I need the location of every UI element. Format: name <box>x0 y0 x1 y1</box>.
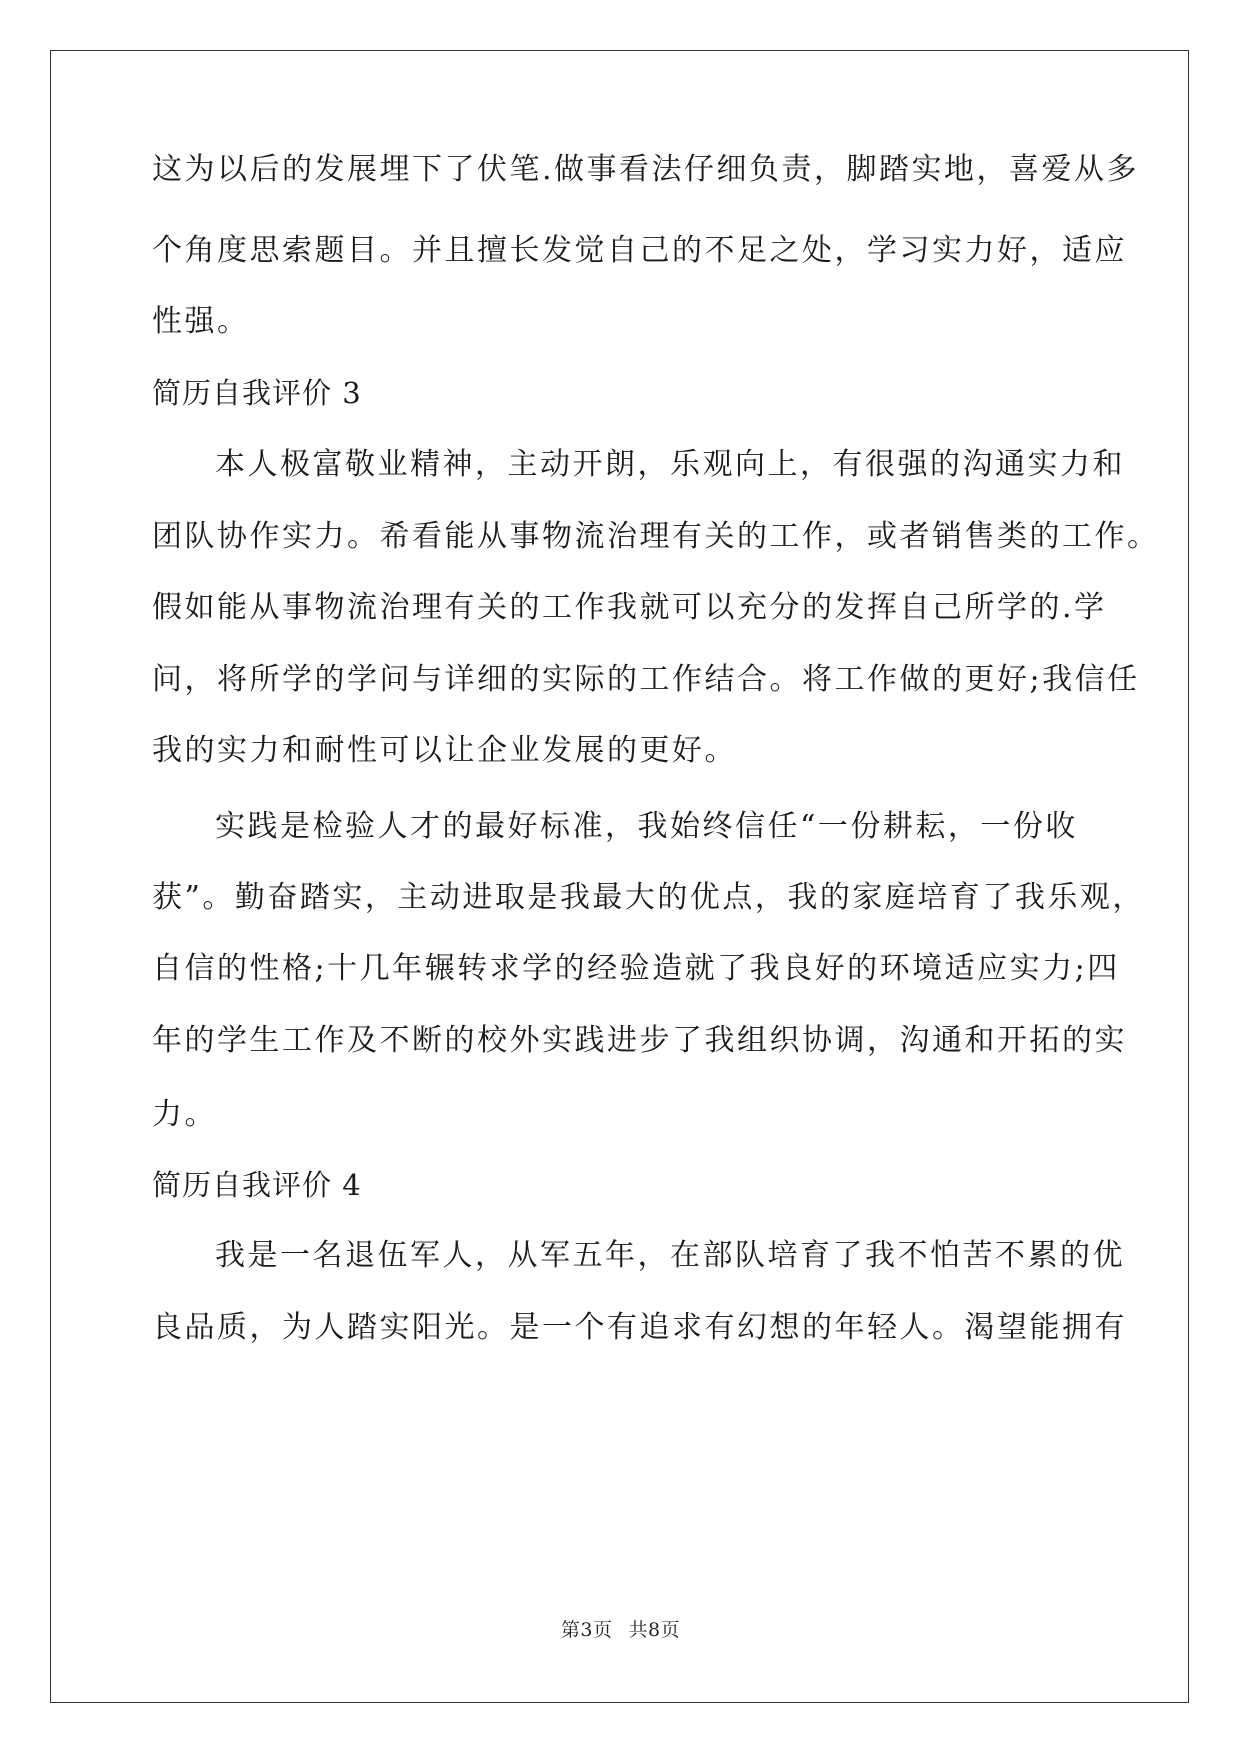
text-line: 个角度思索题目。并且擅长发觉自己的不足之处，学习实力好，适应 <box>152 233 1127 268</box>
text-line: 假如能从事物流治理有关的工作我就可以充分的发挥自己所学的.学 <box>152 590 1107 625</box>
text-line: 性强。 <box>152 304 250 339</box>
text-line: 实践是检验人才的最好标准，我始终信任“一份耕耘，一份收 <box>215 809 1078 844</box>
section-heading: 简历自我评价 3 <box>152 376 362 410</box>
text-line: 自信的性格;十几年辗转求学的经验造就了我良好的环境适应实力;四 <box>152 951 1120 986</box>
text-line: 本人极富敬业精神，主动开朗，乐观向上，有很强的沟通实力和 <box>215 447 1125 482</box>
text-line: 团队协作实力。希看能从事物流治理有关的工作，或者销售类的工作。 <box>152 519 1160 554</box>
page-number-current: 第3页 <box>560 1619 613 1641</box>
text-line: 获”。勤奋踏实，主动进取是我最大的优点，我的家庭培育了我乐观， <box>152 880 1145 915</box>
text-line: 年的学生工作及不断的校外实践进步了我组织协调，沟通和开拓的实 <box>152 1023 1127 1058</box>
page-border <box>50 50 1189 1703</box>
page-footer <box>0 1618 1241 1642</box>
text-line: 良品质，为人踏实阳光。是一个有追求有幻想的年轻人。渴望能拥有 <box>152 1310 1127 1345</box>
section-heading: 简历自我评价 4 <box>152 1168 362 1202</box>
text-line: 我的实力和耐性可以让企业发展的更好。 <box>152 733 737 768</box>
text-line: 问，将所学的学问与详细的实际的工作结合。将工作做的更好;我信任 <box>152 662 1140 697</box>
text-line: 这为以后的发展埋下了伏笔.做事看法仔细负责，脚踏实地，喜爱从多 <box>152 152 1140 187</box>
page-number-total: 共8页 <box>628 1619 681 1641</box>
text-line: 力。 <box>152 1097 217 1132</box>
text-line: 我是一名退伍军人，从军五年，在部队培育了我不怕苦不累的优 <box>215 1238 1125 1273</box>
